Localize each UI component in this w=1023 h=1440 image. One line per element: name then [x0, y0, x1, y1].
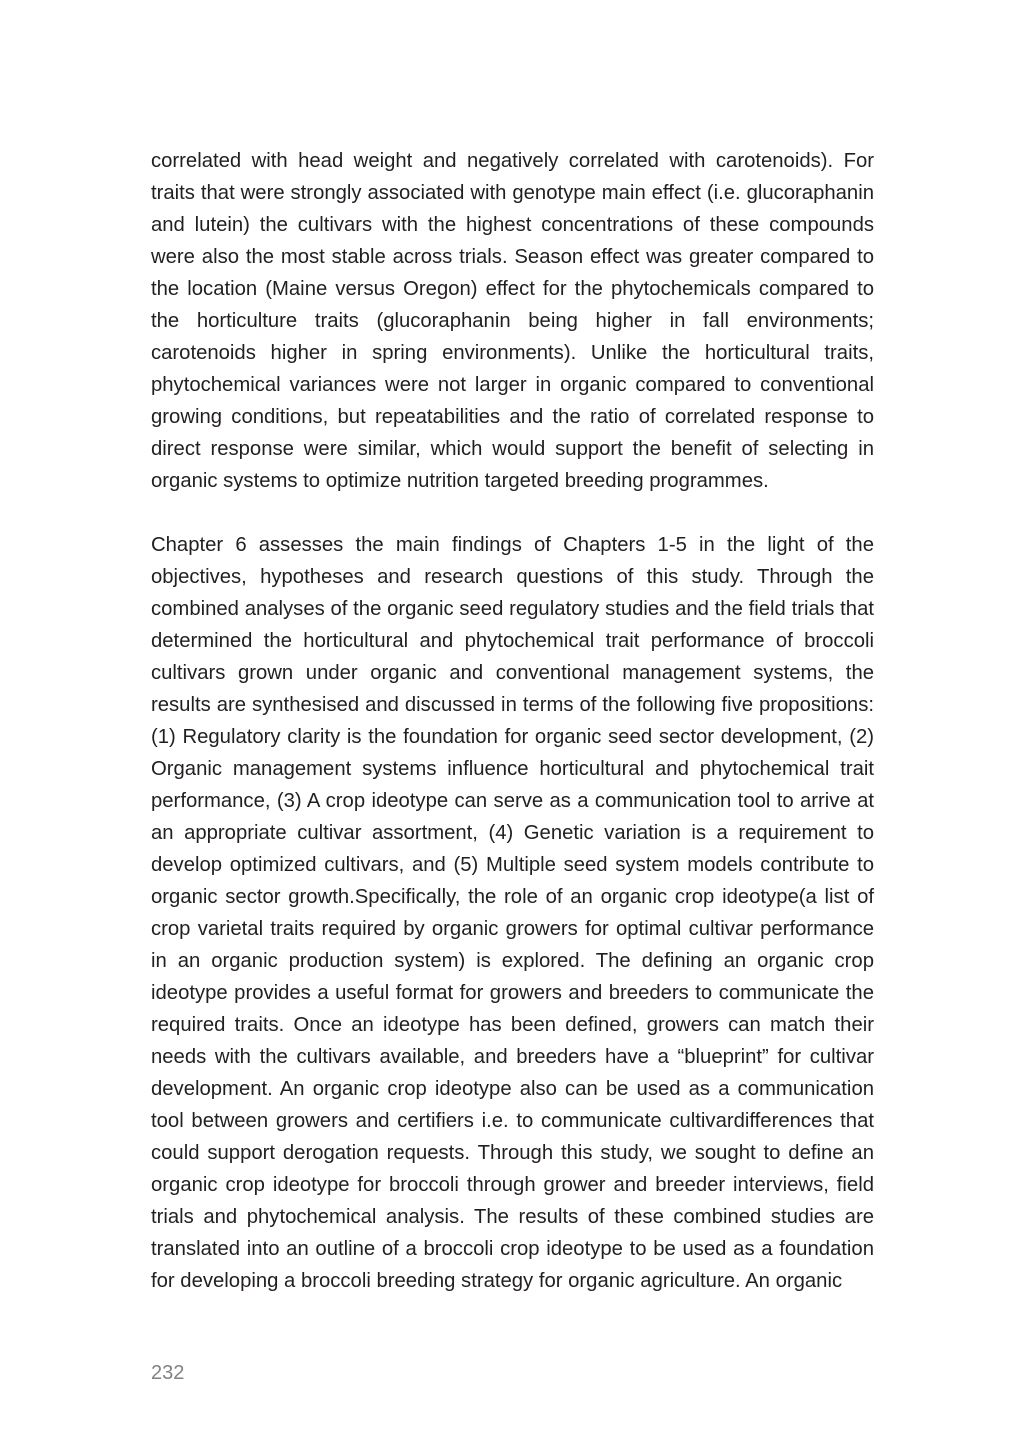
paragraph-phytochemical-results: correlated with head weight and negatively correlated with carotenoids). For traits that were strongly associated with genotype main effect (i.e. glucoraphanin and lutein) the cultivars with the highest concentrations of these compounds were also the most stable across trials. Season effect was greater compared to the location (Maine versus Oregon) effect for the phytochemicals compared to the horticulture traits (glucoraphanin being higher in fall environments; carotenoids higher in spring environments). Unlike the horticultural traits, phytochemical variances were not larger in organic compared to conventional growing conditions, but repeatabilities and the ratio of correlated response to direct response were similar, which would support the benefit of selecting in organic systems to optimize nutrition targeted breeding programmes.	[151, 150, 874, 492]
body-text	[151, 145, 874, 1297]
page-number: 232	[151, 1362, 185, 1384]
paragraph-chapter-6-summary: Chapter 6 assesses the main findings of Chapters 1-5 in the light of the objectives, hypotheses and research questions of this study. Through the combined analyses of the organic seed regulatory studies and the field trials that determined the horticultural and phytochemical trait performance of broccoli cultivars grown under organic and conventional management systems, the results are synthesised and discussed in terms of the following five propositions: (1) Regulatory clarity is the foundation for organic seed sector development, (2) Organic management systems influence horticultural and phytochemical trait performance, (3) A crop ideotype can serve as a communication tool to arrive at an appropriate cultivar assortment, (4) Genetic variation is a requirement to develop optimized cultivars, and (5) Multiple seed system models contribute to organic sector growth.Specifically, the role of an organic crop ideotype(a list of crop varietal traits required by organic growers for optimal cultivar performance in an organic production system) is explored. The defining an organic crop ideotype provides a useful format for growers and breeders to communicate the required traits. Once an ideotype has been defined, growers can match their needs with the cultivars available, and breeders have a “blueprint” for cultivar development. An organic crop ideotype also can be used as a communication tool between growers and certifiers i.e. to communicate cultivardifferences that could support derogation requests. Through this study, we sought to define an organic crop ideotype for broccoli through grower and breeder interviews, field trials and phytochemical analysis. The results of these combined studies are translated into an outline of a broccoli crop ideotype to be used as a foundation for developing a broccoli breeding strategy for organic agriculture. An organic	[151, 534, 874, 1292]
